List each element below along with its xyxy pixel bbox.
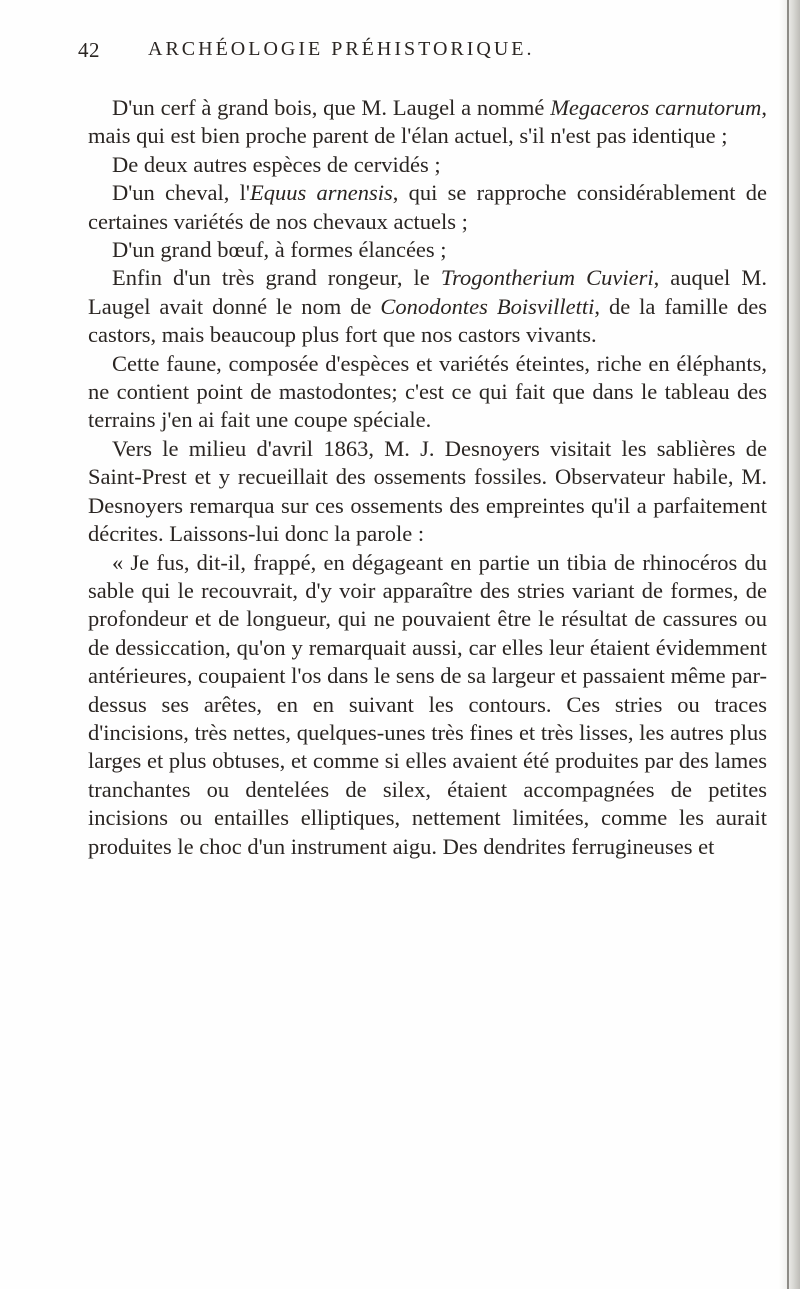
paragraph-desnoyers: Vers le milieu d'avril 1863, M. J. Desnoyers visitait les sablières de Saint-Prest et y recueillait des ossements fossiles. Observateur habile, M. Desnoyers remarqua sur ces ossements des empreintes qu'il a parfaitement décrites. Laissons-lui donc la parole :	[88, 435, 767, 547]
page-number: 42	[78, 38, 100, 62]
page-edge-line	[787, 0, 789, 1289]
paragraph-megaceros: D'un cerf à grand bois, que M. Laugel a nommé Megaceros carnutorum, mais qui est bien proche parent de l'élan actuel, s'il n'est pas identique ;	[88, 95, 767, 149]
taxon-equus: Equus arnensis	[249, 180, 393, 206]
paragraph-boeuf: D'un grand bœuf, à formes élancées ;	[112, 237, 447, 263]
page-edge-shadow	[778, 0, 800, 1289]
running-head: ARCHÉOLOGIE PRÉHISTORIQUE.	[148, 38, 535, 60]
taxon-conodontes: Conodontes Boisvilletti	[380, 293, 595, 319]
paragraph-cervides: De deux autres espèces de cervidés ;	[112, 151, 441, 177]
paragraph-quotation: « Je fus, dit-il, frappé, en dégageant en partie un tibia de rhinocéros du sable qui le recouvrait, d'y voir apparaître des stries variant de formes, de profondeur et de longueur, qui ne pouvaient être le résultat de cassures ou de dessiccation, qu'on y remarquait aussi, car elles leur étaient évidemment antérieures, coupaient l'os dans le sens de sa largeur et passaient même par-dessus ses arêtes, en en suivant les contours. Ces stries ou traces d'incisions, très nettes, quelques-unes très fines et très lisses, les autres plus larges et plus obtuses, et comme si elles avaient été produites par des lames tranchantes ou dentelées de silex, étaient accompagnées de petites incisions ou entailles elliptiques, nettement limitées, comme les aurait produites le choc d'un instrument aigu. Des dendrites ferrugineuses et	[88, 549, 767, 859]
paragraph-rongeur: Enfin d'un très grand rongeur, le Trogontherium Cuvieri, auquel M. Laugel avait donné le nom de Conodontes Boisvilletti, de la famille des castors, mais beaucoup plus fort que nos castors vivants.	[88, 265, 768, 348]
body-text	[88, 94, 767, 861]
paragraph-equus: D'un cheval, l'Equus arnensis, qui se rapproche considérablement de certaines variétés de nos chevaux actuels ;	[88, 180, 767, 234]
taxon-megaceros: Megaceros carnutorum	[550, 95, 762, 120]
taxon-trogontherium: Trogontherium Cuvieri	[440, 265, 654, 291]
page-header	[78, 38, 758, 68]
paragraph-faune: Cette faune, composée d'espèces et variétés éteintes, riche en éléphants, ne contient point de mastodontes; c'est ce qui fait que dans le tableau des terrains j'en ai fait une coupe spéciale.	[88, 350, 767, 433]
